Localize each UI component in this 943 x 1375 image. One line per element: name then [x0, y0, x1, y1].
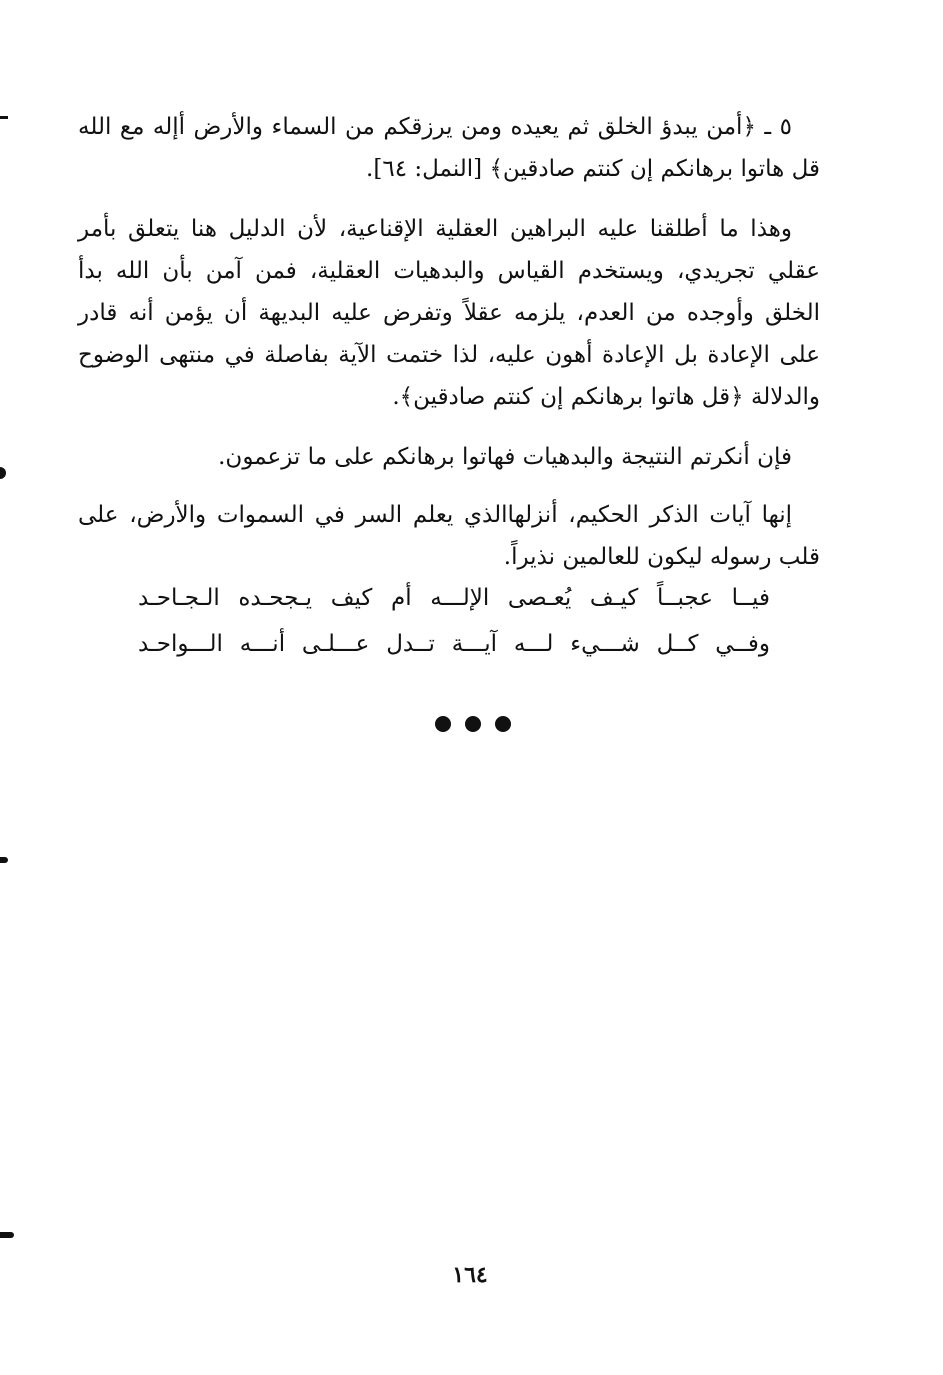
scan-edge-mark	[0, 116, 8, 119]
section-separator	[413, 716, 533, 738]
separator-dot	[495, 716, 511, 732]
poem-line: وفــي كــل شـــيء لـــه آيـــة تــدل عـــلـى أنـــه الـــواحـد	[138, 631, 770, 657]
scan-edge-mark	[0, 467, 6, 479]
scan-edge-mark	[0, 1232, 14, 1238]
paragraph-text: إنها آيات الذكر الحكيم، أنزلهاالذي يعلم السر في السموات والأرض، على قلب رسوله ليكون للعالمين نذيراً.	[78, 502, 820, 570]
paragraph-text: وهذا ما أطلقنا عليه البراهين العقلية الإقناعية، لأن الدليل هنا يتعلق بأمر عقلي تجريدي، ويستخدم القياس والبدهيات العقلية، فمن آمن بأن الله بدأ الخلق وأوجده من العدم، يلزمه عقلاً وتفرض عليه البديهة أن يؤمن أنه قادر على الإعادة بل الإعادة أهون عليه، لذا ختمت الآية بفاصلة في منتهى الوضوح والدلالة ﴿قل هاتوا برهانكم إن كنتم صادقين﴾.	[78, 216, 820, 410]
poem-line: فيــا عجبــاً كيـف يُعـصى الإلـــه أم كيف يـجحـده الـجـاحـد	[138, 585, 770, 611]
separator-dot	[435, 716, 451, 732]
poem-verse-2	[138, 622, 770, 666]
paragraph-challenge	[78, 436, 820, 478]
paragraph-text: ٥ ـ ﴿أمن يبدؤ الخلق ثم يعيده ومن يرزقكم من السماء والأرض أإله مع الله قل هاتوا برهانكم إن كنتم صادقين﴾ [النمل: ٦٤].	[78, 114, 820, 182]
paragraph-explanation	[78, 208, 820, 418]
separator-dot	[465, 716, 481, 732]
poem-verse-1	[138, 576, 770, 620]
paragraph-verse-quote	[78, 106, 820, 190]
paragraph-conclusion	[78, 494, 820, 578]
page-number: ١٦٤	[452, 1262, 488, 1288]
scan-edge-mark	[0, 857, 8, 863]
paragraph-text: فإن أنكرتم النتيجة والبدهيات فهاتوا برهانكم على ما تزعمون.	[218, 444, 792, 470]
